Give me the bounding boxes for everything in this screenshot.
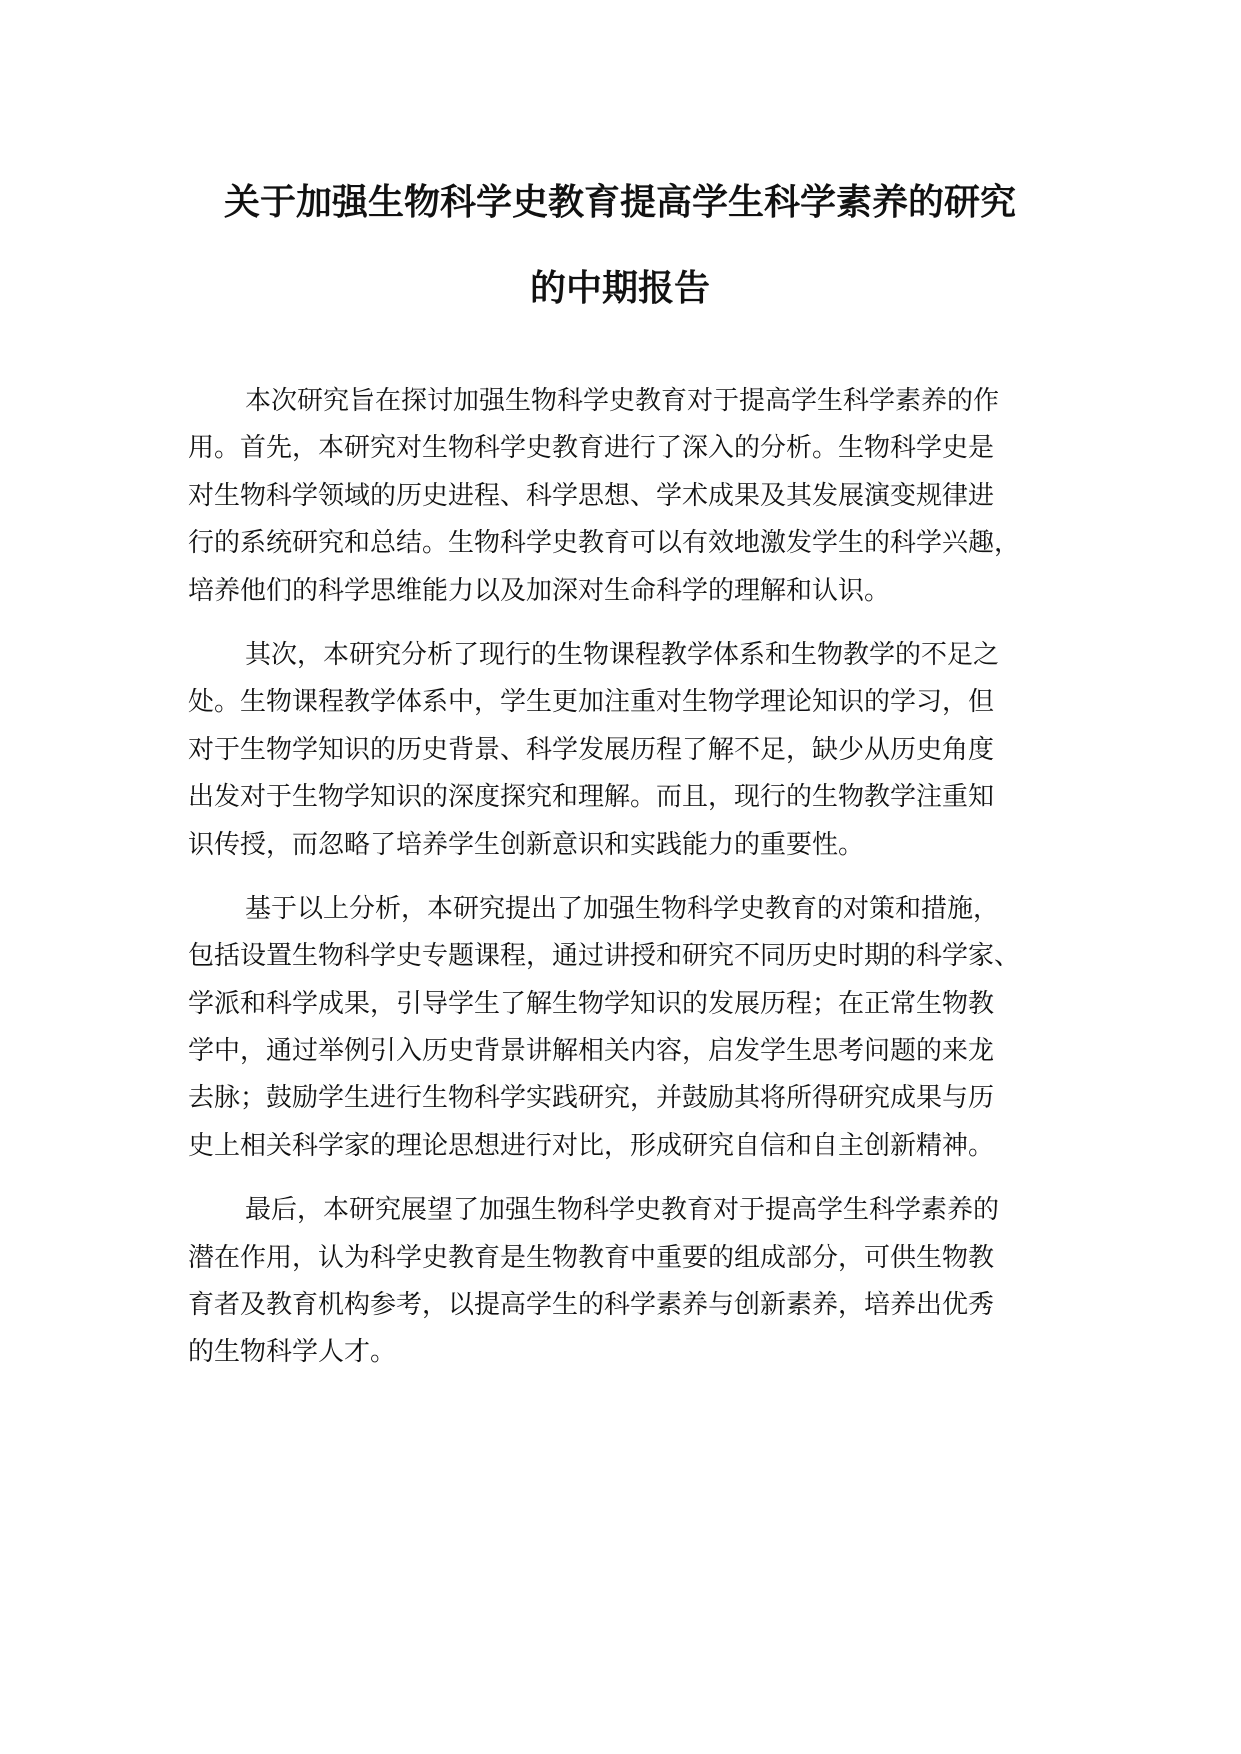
paragraph-line: 的生物科学人才。 xyxy=(188,1337,397,1368)
paragraph-line: 史上相关科学家的理论思想进行对比，形成研究自信和自主创新精神。 xyxy=(188,1130,995,1161)
paragraph-line: 识传授，而忽略了培养学生创新意识和实践能力的重要性。 xyxy=(188,829,865,860)
paragraph-line: 学派和科学成果，引导学生了解生物学知识的发展历程；在正常生物教 xyxy=(188,988,995,1019)
paragraph-line: 对于生物学知识的历史背景、科学发展历程了解不足，缺少从历史角度 xyxy=(188,734,995,765)
document-title-line-2: 的中期报告 xyxy=(529,268,710,309)
paragraph-line: 行的系统研究和总结。生物科学史教育可以有效地激发学生的科学兴趣， xyxy=(188,528,1021,559)
paragraph-1 xyxy=(188,378,1088,615)
paragraph-line: 潜在作用，认为科学史教育是生物教育中重要的组成部分，可供生物教 xyxy=(188,1242,995,1273)
paragraph-line: 学中，通过举例引入历史背景讲解相关内容，启发学生思考问题的来龙 xyxy=(188,1036,995,1067)
paragraph-line: 培养他们的科学思维能力以及加深对生命科学的理解和认识。 xyxy=(188,575,891,606)
document-body xyxy=(188,378,1088,1394)
paragraph-2 xyxy=(188,632,1088,869)
document-title-line-1: 关于加强生物科学史教育提高学生科学素养的研究 xyxy=(223,182,1016,223)
paragraph-line: 出发对于生物学知识的深度探究和理解。而且，现行的生物教学注重知 xyxy=(188,782,995,813)
paragraph-line: 最后，本研究展望了加强生物科学史教育对于提高学生科学素养的 xyxy=(245,1195,1000,1226)
paragraph-line: 育者及教育机构参考，以提高学生的科学素养与创新素养，培养出优秀 xyxy=(188,1290,995,1321)
paragraph-line: 基于以上分析，本研究提出了加强生物科学史教育的对策和措施， xyxy=(245,893,1000,924)
paragraph-line: 用。首先，本研究对生物科学史教育进行了深入的分析。生物科学史是 xyxy=(188,433,995,464)
paragraph-4 xyxy=(188,1187,1088,1377)
paragraph-line: 对生物科学领域的历史进程、科学思想、学术成果及其发展演变规律进 xyxy=(188,480,995,511)
paragraph-line: 包括设置生物科学史专题课程，通过讲授和研究不同历史时期的科学家、 xyxy=(188,941,1021,972)
paragraph-line: 其次，本研究分析了现行的生物课程教学体系和生物教学的不足之 xyxy=(245,639,1000,670)
paragraph-3 xyxy=(188,886,1088,1170)
paragraph-line: 本次研究旨在探讨加强生物科学史教育对于提高学生科学素养的作 xyxy=(245,386,1000,416)
paragraph-line: 处。生物课程教学体系中，学生更加注重对生物学理论知识的学习，但 xyxy=(188,687,995,718)
paragraph-line: 去脉；鼓励学生进行生物科学实践研究，并鼓励其将所得研究成果与历 xyxy=(188,1083,995,1114)
